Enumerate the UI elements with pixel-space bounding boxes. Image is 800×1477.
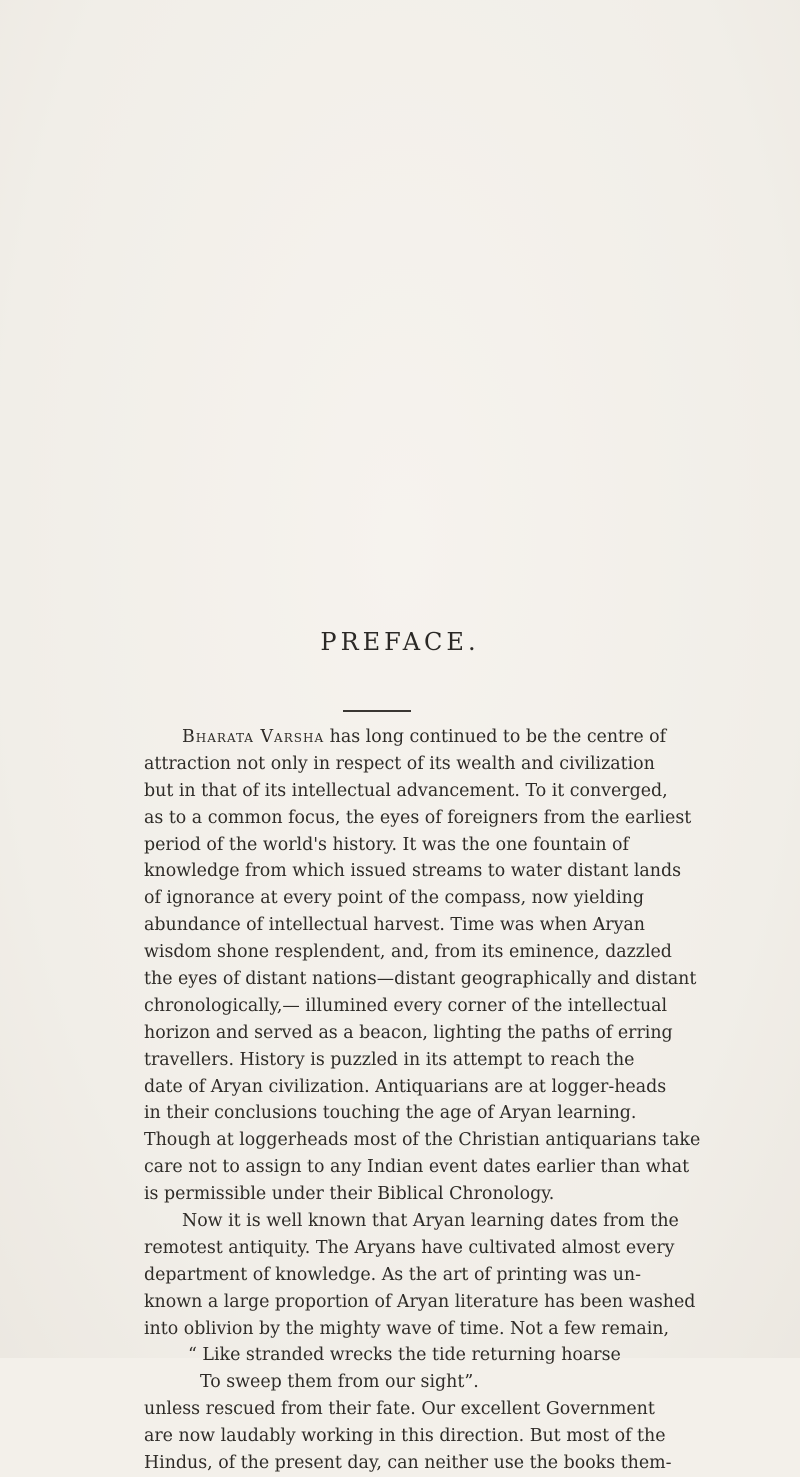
text-line: in their conclusions touching the age of Aryan learning. bbox=[144, 1103, 637, 1124]
text-line: care not to assign to any Indian event dates earlier than what bbox=[144, 1157, 690, 1178]
text-line: horizon and served as a beacon, lighting the paths of erring bbox=[144, 1022, 673, 1043]
lead-words: Bharata Varsha bbox=[182, 727, 325, 747]
paragraph-3 bbox=[144, 1396, 800, 1477]
text-line: date of Aryan civilization. Antiquarians are at logger-heads bbox=[144, 1076, 667, 1097]
text-line: known a large proportion of Aryan literature has been washed bbox=[144, 1291, 696, 1312]
text-line: abundance of intellectual harvest. Time was when Aryan bbox=[144, 915, 645, 936]
paragraph-2 bbox=[144, 1208, 800, 1342]
text-line: chronologically,— illumined every corner of the intellectual bbox=[144, 995, 668, 1016]
verse-line: “ Like stranded wrecks the tide returning hoarse bbox=[188, 1345, 621, 1366]
title-rule bbox=[343, 710, 411, 712]
text-line: travellers. History is puzzled in its attempt to reach the bbox=[144, 1049, 635, 1070]
text-line: knowledge from which issued streams to water distant lands bbox=[144, 861, 682, 882]
text-line: department of knowledge. As the art of printing was un- bbox=[144, 1264, 641, 1285]
text-line: attraction not only in respect of its wealth and civilization bbox=[144, 753, 655, 774]
text-line: as to a common focus, the eyes of foreigners from the earliest bbox=[144, 807, 692, 828]
text-line: period of the world's history. It was the one fountain of bbox=[144, 834, 629, 855]
text-line: wisdom shone resplendent, and, from its eminence, dazzled bbox=[144, 942, 672, 963]
quoted-verse bbox=[144, 1342, 800, 1396]
text-line: Though at loggerheads most of the Christian antiquarians take bbox=[144, 1130, 701, 1151]
verse-line: To sweep them from our sight”. bbox=[200, 1372, 479, 1393]
text-line: Now it is well known that Aryan learning dates from the bbox=[182, 1211, 679, 1232]
text-line: remotest antiquity. The Aryans have cultivated almost every bbox=[144, 1237, 675, 1258]
text-line: Hindus, of the present day, can neither use the books them- bbox=[144, 1453, 672, 1474]
text-line: the eyes of distant nations—distant geographically and distant bbox=[144, 969, 697, 990]
page-title: PREFACE. bbox=[320, 628, 480, 656]
text-line: Bharata Varsha has long continued to be the centre of bbox=[182, 727, 667, 747]
text-line: of ignorance at every point of the compass, now yielding bbox=[144, 888, 644, 909]
text-line: unless rescued from their fate. Our excellent Government bbox=[144, 1399, 655, 1420]
text-line: into oblivion by the mighty wave of time. Not a few remain, bbox=[144, 1318, 669, 1339]
text-line: but in that of its intellectual advancement. To it converged, bbox=[144, 780, 668, 801]
text-line: is permissible under their Biblical Chronology. bbox=[144, 1184, 555, 1205]
text-body bbox=[144, 724, 800, 1477]
text-line: are now laudably working in this direction. But most of the bbox=[144, 1426, 666, 1447]
paragraph-1 bbox=[144, 724, 800, 1208]
